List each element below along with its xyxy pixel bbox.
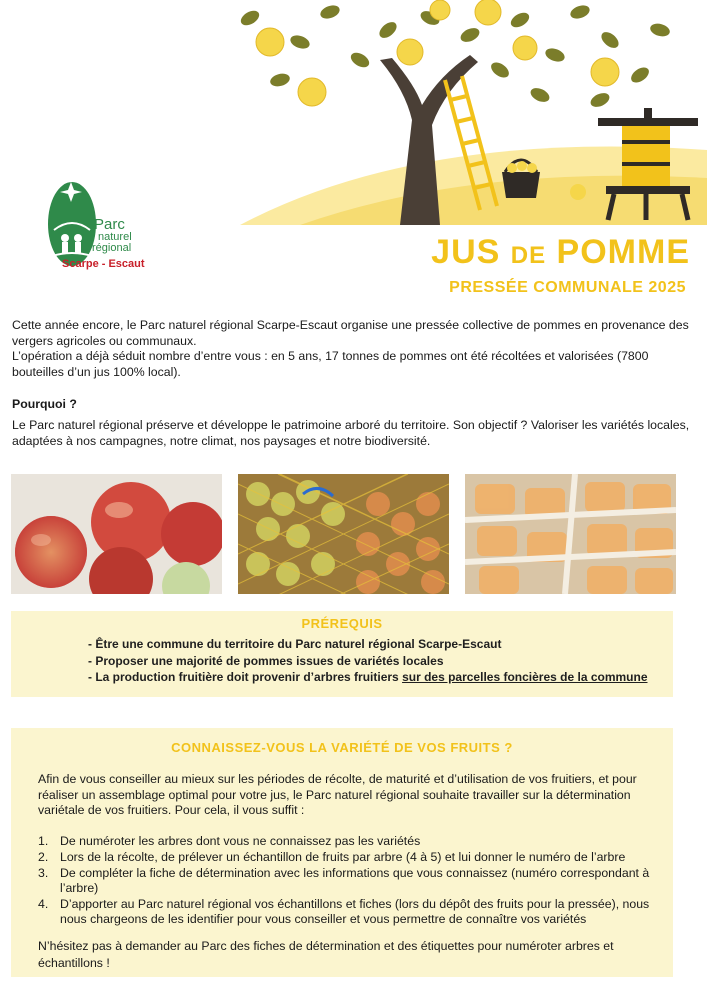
step-item (38, 850, 668, 865)
intro-line-2: L’opération a déjà séduit nombre d’entre vous : en 5 ans, 17 tonnes de pommes ont été récoltées et valorisées (7800 bouteilles d’un jus 100% local). (12, 349, 649, 379)
photo-red-apples (11, 474, 222, 594)
prerequisite-item: - Être une commune du territoire du Parc naturel régional Scarpe-Escaut (88, 636, 648, 653)
step-text: De compléter la fiche de détermination avec les informations que vous connaissez (numéro correspondant à l’arbre) (60, 866, 650, 895)
variety-outro: N’hésitez pas à demander au Parc des fiches de détermination et des étiquettes pour numéroter arbres et échantillons ! (38, 939, 614, 970)
prerequisite-item (88, 669, 648, 686)
logo-line-3: régional (92, 242, 132, 254)
park-logo (40, 168, 150, 280)
step-item (38, 834, 668, 849)
title-word-jus: JUS (431, 233, 501, 271)
prerequisite-item-text: La production fruitière doit provenir d’arbres fruitiers (95, 670, 403, 684)
prerequisite-item: - Proposer une majorité de pommes issues de variétés locales (88, 653, 648, 670)
photo-juice-bottles (465, 474, 676, 594)
variety-heading: CONNAISSEZ-VOUS LA VARIÉTÉ DE VOS FRUITS ? (171, 740, 513, 755)
page-title (300, 232, 690, 276)
why-heading: Pourquoi ? (12, 397, 77, 411)
step-text: De numéroter les arbres dont vous ne connaissez pas les variétés (60, 834, 421, 848)
step-item (38, 866, 668, 896)
title-word-pomme: POMME (556, 233, 690, 271)
prerequisites-heading: PRÉREQUIS (301, 616, 383, 631)
variety-intro: Afin de vous conseiller au mieux sur les périodes de récolte, de maturité et d’utilisation de vos fruitiers, et pour réaliser un assemblage optimal pour votre jus, le Parc naturel régional souhaite travailler sur la détermination variétale de vos fruitiers. Pour cela, il vous suffit : (38, 772, 637, 817)
page-subtitle: PRESSÉE COMMUNALE 2025 (449, 279, 686, 296)
step-number: 4. (38, 897, 49, 911)
prerequisite-item-underlined: sur des parcelles foncières de la commune (402, 670, 648, 684)
logo-line-1: Parc (94, 216, 125, 233)
photo-apple-nets (238, 474, 449, 594)
intro-text (12, 318, 692, 380)
step-item (38, 897, 668, 927)
step-number: 1. (38, 834, 49, 848)
logo-line-2: naturel (98, 231, 132, 243)
logo-line-4: Scarpe - Escaut (62, 258, 145, 270)
intro-line-1: Cette année encore, le Parc naturel régional Scarpe-Escaut organise une pressée collective de pommes en provenance des vergers agricoles ou communaux. (12, 318, 689, 348)
step-text: Lors de la récolte, de prélever un échantillon de fruits par arbre (4 à 5) et lui donner le numéro de l’arbre (60, 850, 626, 864)
step-text: D’apporter au Parc naturel régional vos échantillons et fiches (lors du dépôt des fruits pour la pressée), nous nous chargeons de les identifier pour vous conseiller et vous permettre de connaître vos variétés (60, 897, 650, 926)
prerequisites-list (88, 636, 648, 686)
why-text: Le Parc naturel régional préserve et développe le patrimoine arboré du territoire. Son objectif ? Valoriser les variétés locales, adaptées à nos campagnes, notre climat, nos paysages et notre biodiversité. (12, 418, 690, 448)
title-word-de: DE (510, 242, 547, 269)
step-number: 2. (38, 850, 49, 864)
step-number: 3. (38, 866, 49, 880)
variety-steps (38, 834, 668, 928)
